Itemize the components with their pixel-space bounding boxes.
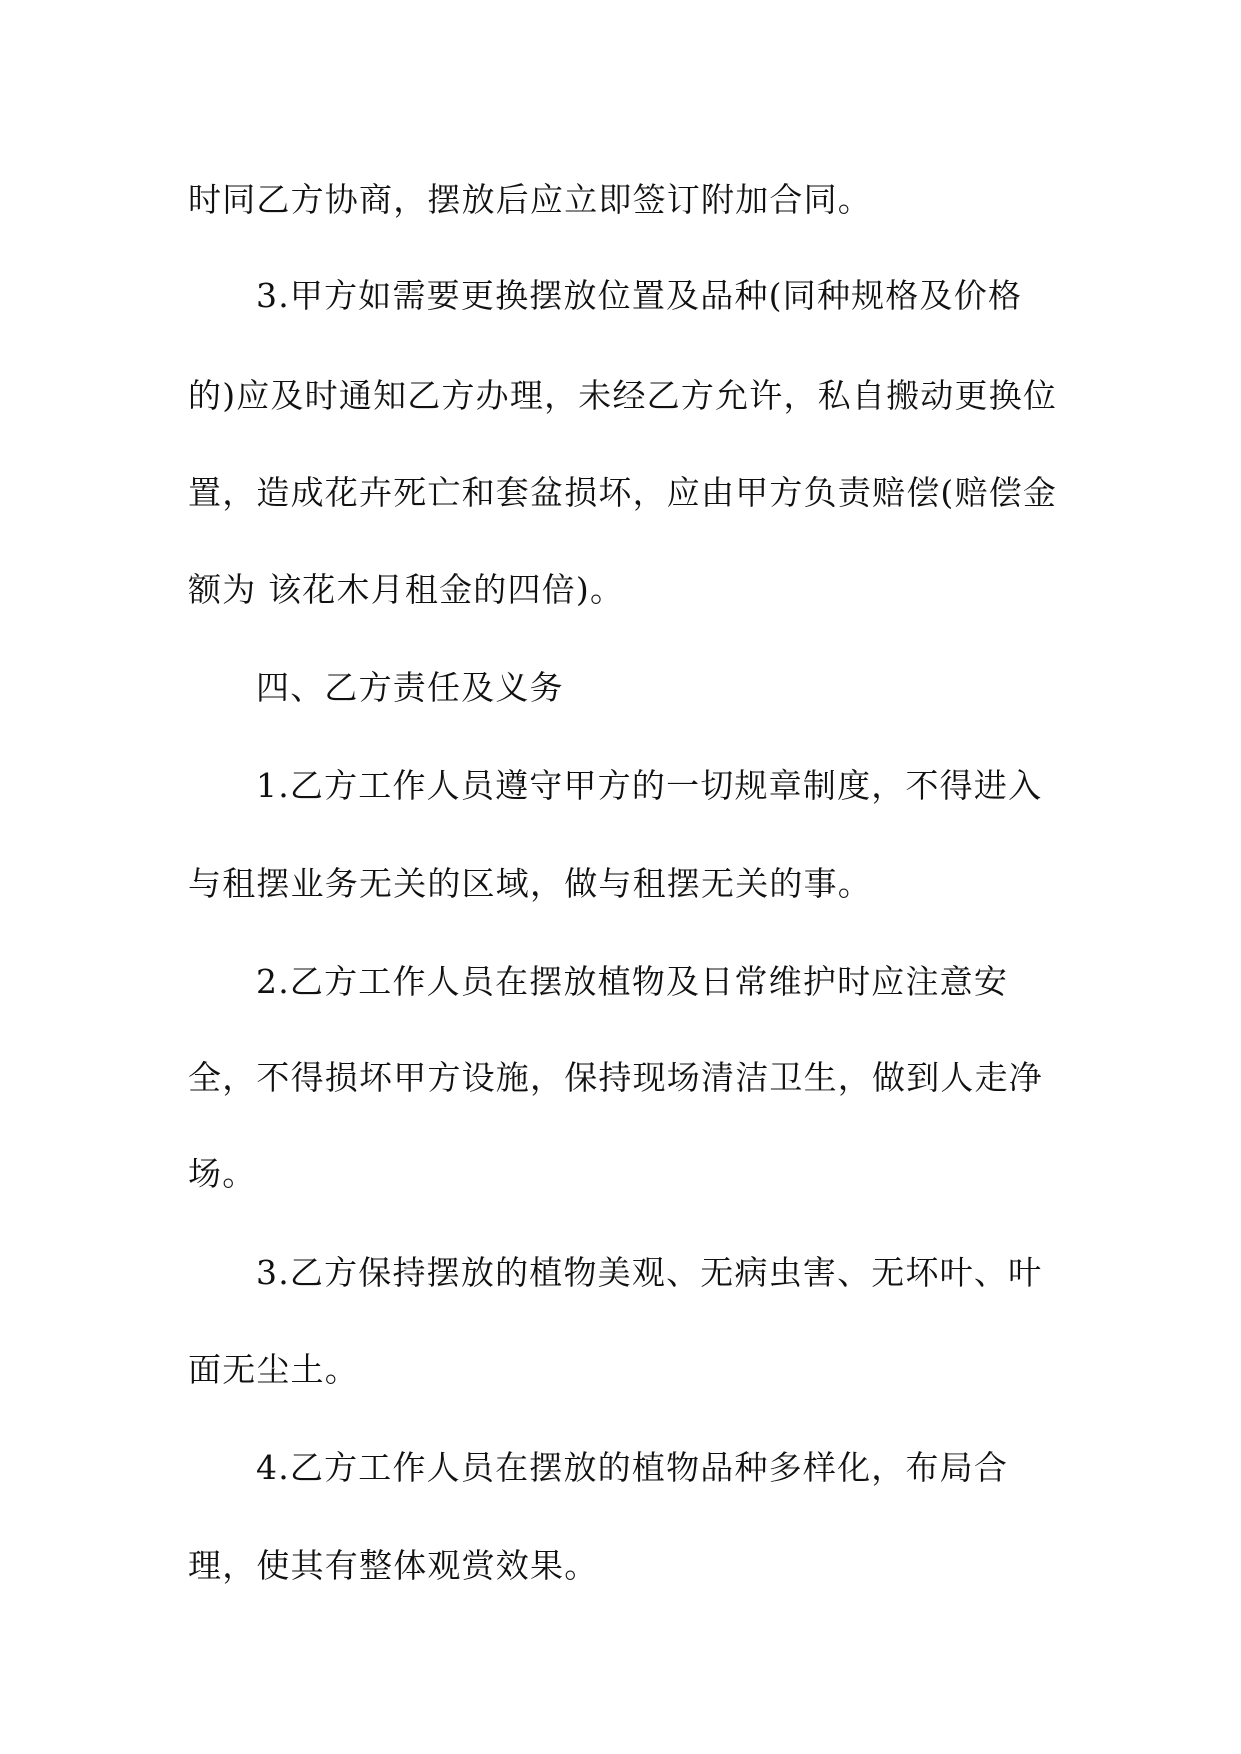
text-line: 时同乙方协商，摆放后应立即签订附加合同。	[188, 180, 872, 219]
text-line: 场。	[188, 1154, 257, 1193]
text-line: 4.乙方工作人员在摆放的植物品种多样化，布局合	[256, 1448, 1009, 1487]
text-line: 3.甲方如需要更换摆放位置及品种(同种规格及价格	[256, 276, 1023, 315]
text-line: 理，使其有整体观赏效果。	[188, 1546, 599, 1585]
text-line: 额为 该花木月租金的四倍)。	[188, 570, 625, 609]
text-line: 的)应及时通知乙方办理，未经乙方允许，私自搬动更换位	[188, 376, 1058, 415]
text-line: 与租摆业务无关的区域，做与租摆无关的事。	[188, 864, 872, 903]
text-line: 置，造成花卉死亡和套盆损坏，应由甲方负责赔偿(赔偿金	[188, 473, 1058, 512]
text-line: 1.乙方工作人员遵守甲方的一切规章制度，不得进入	[256, 766, 1043, 805]
text-line: 2.乙方工作人员在摆放植物及日常维护时应注意安	[256, 962, 1009, 1001]
text-line: 全，不得损坏甲方设施，保持现场清洁卫生，做到人走净	[188, 1058, 1043, 1097]
text-line: 面无尘土。	[188, 1350, 359, 1389]
text-line: 3.乙方保持摆放的植物美观、无病虫害、无坏叶、叶	[256, 1253, 1043, 1292]
section-heading: 四、乙方责任及义务	[256, 668, 564, 707]
